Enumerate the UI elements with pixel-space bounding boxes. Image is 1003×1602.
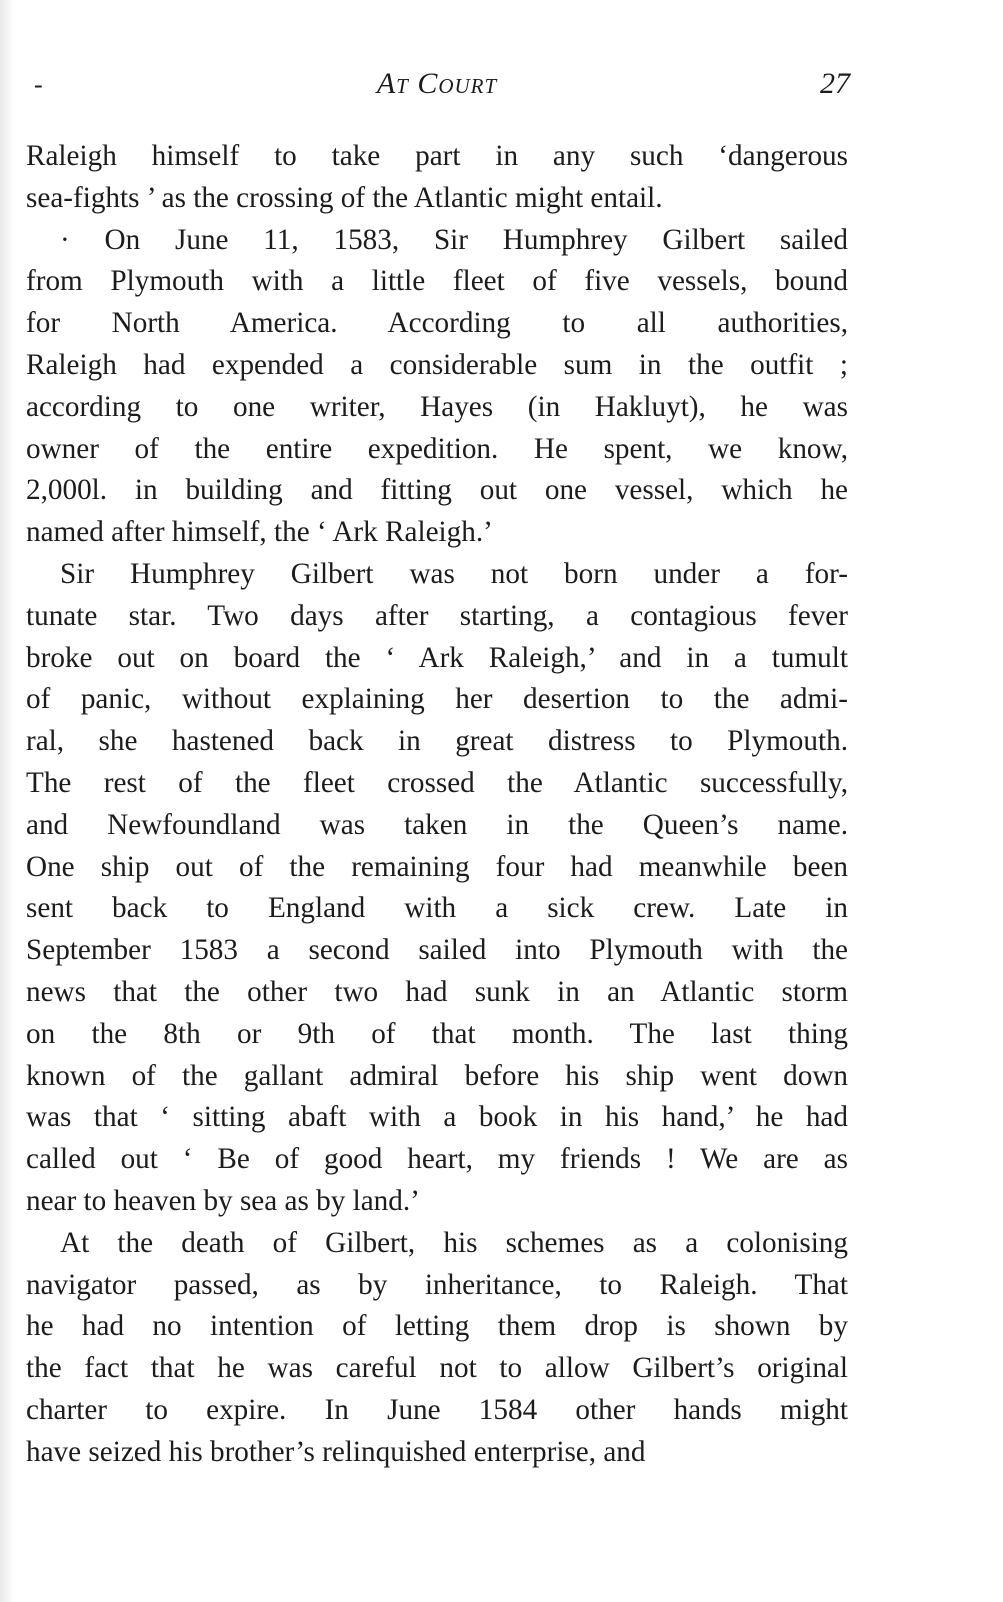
text-line: from Plymouth with a little fleet of five vessels, bound <box>26 265 848 298</box>
text-line: Raleigh had expended a considerable sum in the outfit ; <box>26 348 848 381</box>
text-line: tunate star. Two days after starting, a contagious fever <box>26 599 848 632</box>
text-line: called out ‘ Be of good heart, my friends ! We are as <box>26 1143 848 1176</box>
text-line: 2,000l. in building and fitting out one vessel, which he <box>26 474 848 507</box>
text-line: known of the gallant admiral before his ship went down <box>26 1059 848 1092</box>
body-text <box>26 136 848 1474</box>
text-line: broke out on board the ‘ Ark Raleigh,’ and in a tumult <box>26 641 848 674</box>
page-gutter-shadow <box>0 0 14 1602</box>
text-line: the fact that he was careful not to allow Gilbert’s original <box>26 1352 848 1385</box>
text-line: sea-fights ’ as the crossing of the Atlantic might entail. <box>26 181 663 214</box>
text-line: and Newfoundland was taken in the Queen’s name. <box>26 808 848 841</box>
text-line: One ship out of the remaining four had meanwhile been <box>26 850 848 883</box>
text-line: have seized his brother’s relinquished enterprise, and <box>26 1435 646 1468</box>
header-mark: - <box>34 70 43 99</box>
text-line: navigator passed, as by inheritance, to Raleigh. That <box>26 1268 848 1301</box>
text-line: was that ‘ sitting abaft with a book in his hand,’ he had <box>26 1101 848 1134</box>
running-title: At Court <box>376 67 498 100</box>
text-line: September 1583 a second sailed into Plymouth with the <box>26 934 848 967</box>
text-line: on the 8th or 9th of that month. The last thing <box>26 1017 848 1050</box>
text-line: for North America. According to all authorities, <box>26 307 848 340</box>
page-header <box>24 64 850 104</box>
paragraph <box>26 220 848 554</box>
text-line: sent back to England with a sick crew. Late in <box>26 892 848 925</box>
text-line: news that the other two had sunk in an Atlantic storm <box>26 975 848 1008</box>
text-line: The rest of the fleet crossed the Atlantic successfully, <box>26 766 848 799</box>
text-line: named after himself, the ‘ Ark Raleigh.’ <box>26 516 493 549</box>
text-line: he had no intention of letting them drop is shown by <box>26 1310 848 1343</box>
paragraph <box>26 136 848 220</box>
paragraph <box>26 554 848 1223</box>
text-line: · On June 11, 1583, Sir Humphrey Gilbert sailed <box>60 223 848 256</box>
text-line: according to one writer, Hayes (in Hakluyt), he was <box>26 390 848 423</box>
text-line: owner of the entire expedition. He spent, we know, <box>26 432 848 465</box>
text-line: ral, she hastened back in great distress to Plymouth. <box>26 725 848 758</box>
text-line: At the death of Gilbert, his schemes as a colonising <box>60 1226 848 1259</box>
text-line: charter to expire. In June 1584 other hands might <box>26 1393 848 1426</box>
paragraph <box>26 1223 848 1474</box>
text-line: of panic, without explaining her desertion to the admi- <box>26 683 848 716</box>
text-line: Sir Humphrey Gilbert was not born under a for- <box>60 557 848 590</box>
page-number: 27 <box>820 67 850 100</box>
text-line: near to heaven by sea as by land.’ <box>26 1184 420 1217</box>
text-line: Raleigh himself to take part in any such ‘dangerous <box>26 140 848 172</box>
